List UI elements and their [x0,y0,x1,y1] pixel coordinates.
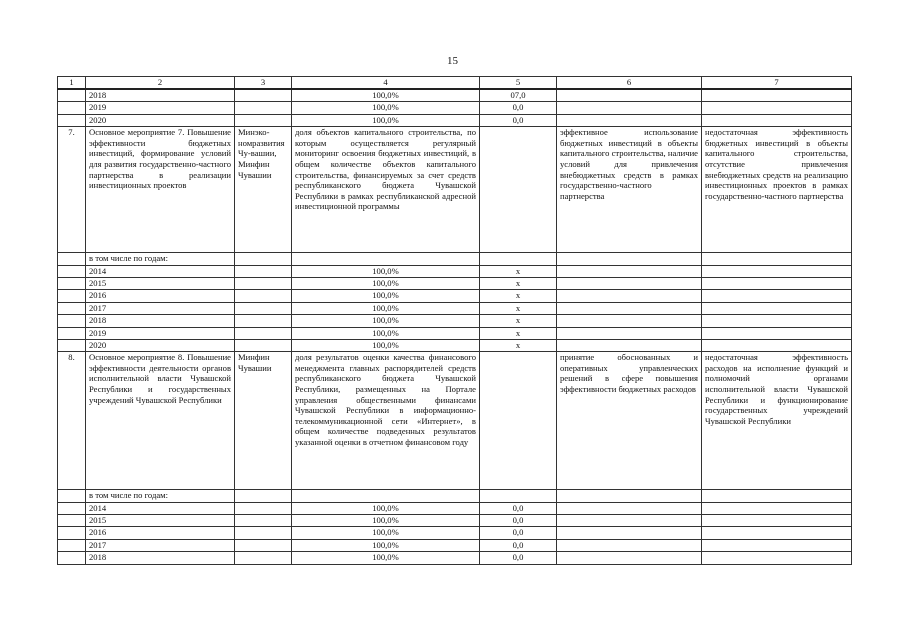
target-cell: х [480,315,557,327]
year-cell: 2014 [86,265,235,277]
col-header: 5 [480,77,557,90]
value-cell: 100,0% [292,114,480,126]
target-cell: х [480,277,557,289]
value-cell: 100,0% [292,339,480,351]
target-cell: 0,0 [480,527,557,539]
target-cell: 0,0 [480,102,557,114]
year-cell: 2020 [86,339,235,351]
table-row [58,327,852,339]
value-cell: 100,0% [292,515,480,527]
col-header: 3 [235,77,292,90]
value-cell: 100,0% [292,552,480,564]
measure-executor: Минфин Чувашии [235,352,292,490]
year-cell: 2016 [86,527,235,539]
year-cell: 2014 [86,502,235,514]
table-row [58,102,852,114]
table-row [58,302,852,314]
year-cell: 2019 [86,102,235,114]
target-cell: х [480,327,557,339]
col-header: 1 [58,77,86,90]
table-row [58,114,852,126]
year-cell: 2015 [86,277,235,289]
target-cell: х [480,290,557,302]
column-number-row [58,77,852,90]
measure-row [58,352,852,490]
target-cell: 0,0 [480,502,557,514]
value-cell: 100,0% [292,302,480,314]
year-cell: 2016 [86,290,235,302]
col-header: 6 [557,77,702,90]
table-row [58,339,852,351]
table-row [58,89,852,102]
table-row [58,277,852,289]
target-cell: 0,0 [480,114,557,126]
table-row [58,490,852,502]
value-cell: 100,0% [292,502,480,514]
measure-row [58,127,852,253]
year-cell: 2017 [86,539,235,551]
table-row [58,265,852,277]
year-cell: 2015 [86,515,235,527]
year-cell: 2018 [86,552,235,564]
value-cell: 100,0% [292,290,480,302]
table-row [58,253,852,265]
measure-title: Основное мероприятие 8. Повышение эффективности деятельности органов исполнительной власти Чувашской Республики и государственных учреждений Чувашской Республики [86,352,235,490]
table-row [58,539,852,551]
measure-indicator: доля объектов капитального строительства, по которым осуществляется регулярный мониторинг освоения бюджетных инвестиций, в общем количестве объектов капитального строительства, финансируемых за счет средств республиканского бюджета Чувашской Республики в рамках республиканской адресной инвестиционной программы [292,127,480,253]
target-cell: х [480,265,557,277]
col-header: 2 [86,77,235,90]
value-cell: 100,0% [292,265,480,277]
table-row [58,515,852,527]
measure-result: принятие обоснованных и оперативных управленческих решений в сфере повышения эффективности бюджетных расходов [557,352,702,490]
measure-risk: недостаточная эффективность расходов на исполнение функций и полномочий органами исполнительной власти Чувашской Республики и функционирование государственных учреждений Чувашской Республики [702,352,852,490]
page-number: 15 [447,55,458,67]
program-table [57,76,852,565]
table-row [58,552,852,564]
value-cell: 100,0% [292,327,480,339]
year-cell: 2019 [86,327,235,339]
value-cell: 100,0% [292,277,480,289]
value-cell: 100,0% [292,539,480,551]
measure-risk: недостаточная эффективность бюджетных инвестиций в объекты капитального строительства, отсутствие привлечения внебюджетных средств на реализацию инвестиционных проектов в рамках государственно-частного партнерства [702,127,852,253]
year-cell: 2018 [86,89,235,102]
measure-number: 7. [58,127,86,253]
measure-executor: Минэко-номразвития Чу-вашии, Минфин Чувашии [235,127,292,253]
value-cell: 100,0% [292,315,480,327]
measure-indicator: доля результатов оценки качества финансового менеджмента главных распорядителей средств республиканского бюджета Чувашской Республики, размещенных на Портале управления общественными финансами Чувашской Республики в информационно-телекоммуникационной сети «Интернет», в общем количестве подведенных результатов указанной оценки в отчетном финансовом году [292,352,480,490]
measure-title: Основное мероприятие 7. Повышение эффективности бюджетных инвестиций, формирование условий для развития государственно-частного партнерства в реализации инвестиционных проектов [86,127,235,253]
year-cell: 2018 [86,315,235,327]
target-cell: х [480,302,557,314]
table-row [58,315,852,327]
year-cell: 2017 [86,302,235,314]
year-cell: 2020 [86,114,235,126]
by-years-label: в том числе по годам: [86,253,235,265]
target-cell: 0,0 [480,552,557,564]
by-years-label: в том числе по годам: [86,490,235,502]
table-row [58,290,852,302]
target-cell: 0,0 [480,515,557,527]
value-cell: 100,0% [292,527,480,539]
col-header: 4 [292,77,480,90]
table-row [58,502,852,514]
value-cell: 100,0% [292,89,480,102]
target-cell: х [480,339,557,351]
col-header: 7 [702,77,852,90]
value-cell: 100,0% [292,102,480,114]
measure-number: 8. [58,352,86,490]
measure-result: эффективное использование бюджетных инвестиций в объекты капитального строительства, наличие условий для привлечения внебюджетных средств в рамках государственно-частного партнерства [557,127,702,253]
target-cell: 0,0 [480,539,557,551]
target-cell: 07,0 [480,89,557,102]
table-row [58,527,852,539]
